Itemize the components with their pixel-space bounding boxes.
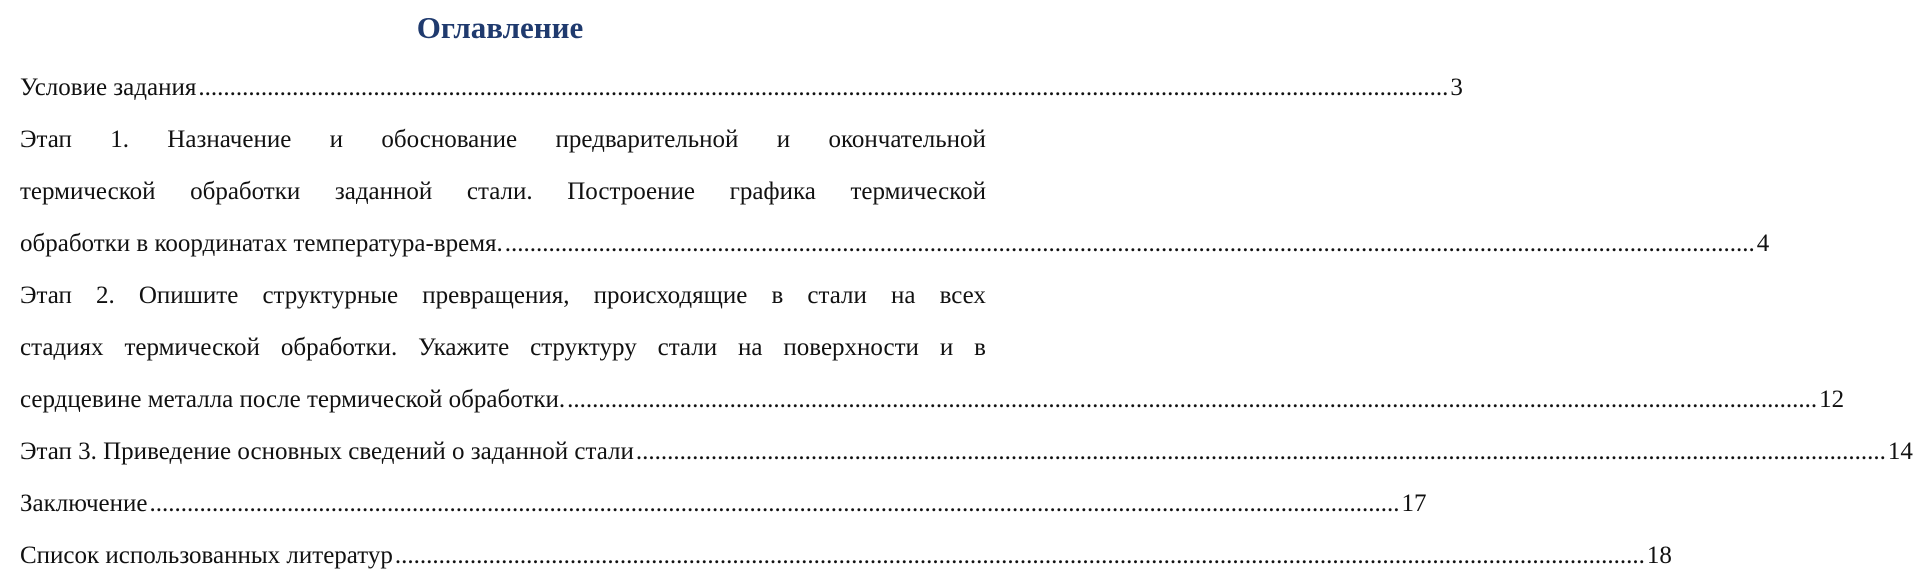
word: 2. [96,282,115,309]
word: и [939,334,954,361]
toc-page-number: 12 [1819,386,1845,413]
word: превращения, [422,282,570,309]
word: стали. [466,178,533,205]
dot-leader: ........................................................................................................................................................................................................ [635,438,1886,465]
word: окончательной [828,126,986,153]
word: структуру [530,334,637,361]
toc-entry-conclusion[interactable] [20,478,1427,530]
word: происходящие [593,282,748,309]
toc-entry-text: сердцевине металла после термической обработки. [20,386,566,413]
word: Построение [567,178,695,205]
word: поверхности [783,334,919,361]
toc-page-number: 14 [1887,438,1913,465]
word: 1. [110,126,129,153]
word: обработки [190,178,301,205]
toc-page-number: 4 [1756,230,1770,257]
word: термической [20,178,156,205]
word: Назначение [167,126,292,153]
word: на [738,334,763,361]
toc-entry-line [20,270,986,322]
word: термической [124,334,260,361]
toc-title: Оглавление [416,10,584,45]
toc-entry-stage-1[interactable] [20,114,1770,270]
toc-entry-task-condition[interactable] [20,62,1463,114]
toc-entry-text: Условие задания [20,74,197,101]
toc-entry-text: Заключение [20,490,148,517]
word: обработки. [280,334,398,361]
toc-entry-text: Список использованных литератур [20,542,393,569]
toc-entry-line [20,322,986,374]
toc-page-number: 18 [1646,542,1672,569]
word: и [776,126,791,153]
toc-entry-references[interactable] [20,530,1672,582]
toc-entry-text: обработки в координатах температура-время. [20,230,503,257]
toc-entry-line [20,166,986,218]
dot-leader: ........................................................................................................................................................................................................ [567,386,1818,413]
word: стадиях [20,334,104,361]
word: стали [807,282,867,309]
word: Этап [20,282,72,309]
toc-page-number: 17 [1401,490,1427,517]
dot-leader: ........................................................................................................................................................................................................ [198,74,1449,101]
dot-leader: ........................................................................................................................................................................................................ [149,490,1400,517]
dot-leader: ........................................................................................................................................................................................................ [504,230,1755,257]
toc-page-number: 3 [1450,74,1463,101]
word: предварительной [555,126,739,153]
word: структурные [262,282,399,309]
word: термической [850,178,986,205]
word: всех [939,282,986,309]
word: в [771,282,784,309]
word: Укажите [418,334,510,361]
word: Этап [20,126,72,153]
word: Опишите [138,282,239,309]
word: на [891,282,916,309]
word: обоснование [381,126,518,153]
word: стали [657,334,718,361]
dot-leader: ........................................................................................................................................................................................................ [394,542,1645,569]
word: графика [729,178,816,205]
toc-entry-stage-2[interactable] [20,270,1845,426]
toc-entry-stage-3[interactable] [20,426,1913,478]
table-of-contents [20,62,1913,582]
word: и [329,126,344,153]
word: заданной [334,178,433,205]
toc-entry-text: Этап 3. Приведение основных сведений о заданной стали [20,438,634,465]
word: в [974,334,986,361]
toc-entry-line [20,114,986,166]
